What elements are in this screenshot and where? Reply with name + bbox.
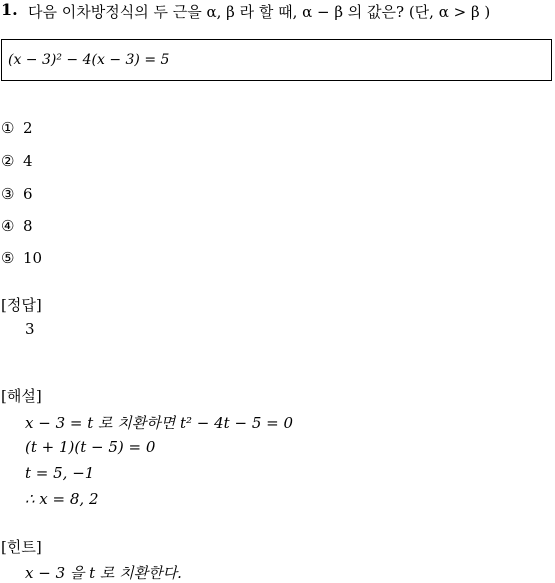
explanation-line-3: t = 5, −1 <box>25 464 95 482</box>
explanation-line-1: x − 3 = t 로 치환하면 t² − 4t − 5 = 0 <box>25 414 294 432</box>
hint-label: [힌트] <box>1 538 42 556</box>
explanation-label: [해설] <box>1 387 42 405</box>
answer-label: [정답] <box>1 296 42 314</box>
hint-text: x − 3 을 t 로 치환한다. <box>25 564 182 582</box>
equation: (x − 3)² − 4(x − 3) = 5 <box>8 52 170 68</box>
question-number: 1. <box>1 0 18 19</box>
option-3[interactable] <box>1 185 33 203</box>
option-2[interactable] <box>1 152 33 170</box>
option-marker: ③ <box>1 185 15 203</box>
option-1[interactable] <box>1 119 33 137</box>
option-5[interactable] <box>1 249 42 267</box>
explanation-line-2: (t + 1)(t − 5) = 0 <box>25 438 156 456</box>
option-marker: ⑤ <box>1 249 15 267</box>
option-value: 10 <box>23 249 43 267</box>
explanation-line-4: ∴ x = 8, 2 <box>25 490 99 508</box>
option-4[interactable] <box>1 217 33 235</box>
option-value: 2 <box>23 119 33 137</box>
option-value: 6 <box>23 185 33 203</box>
option-value: 4 <box>23 152 33 170</box>
option-marker: ④ <box>1 217 15 235</box>
equation-box <box>1 39 552 81</box>
option-marker: ① <box>1 119 15 137</box>
question-text: 다음 이차방정식의 두 근을 α, β 라 할 때, α − β 의 값은? (단, α > β ) <box>28 3 491 21</box>
option-marker: ② <box>1 152 15 170</box>
option-value: 8 <box>23 217 33 235</box>
answer-value: 3 <box>25 320 35 338</box>
